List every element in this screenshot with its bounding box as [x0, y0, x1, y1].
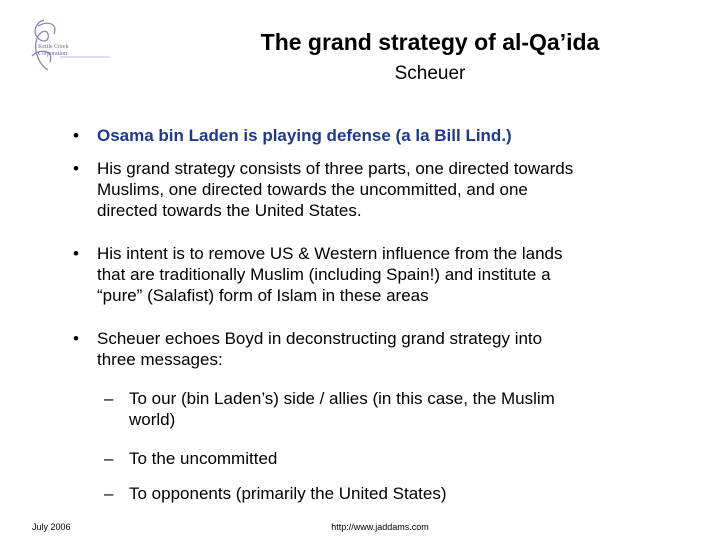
- sub-bullet-text: To opponents (primarily the United States): [129, 484, 447, 503]
- bullet-marker: •: [73, 159, 79, 178]
- logo-text-line2: Corporation: [38, 51, 67, 57]
- bullet-text: [97, 243, 677, 306]
- bullet-marker: •: [73, 126, 79, 145]
- bullet-marker: •: [73, 244, 79, 263]
- bullet-line: that are traditionally Muslim (including Spain!) and institute a: [97, 265, 551, 284]
- sub-bullet-marker: –: [104, 449, 114, 468]
- sub-bullet-marker: –: [104, 389, 114, 408]
- footer-date: July 2006: [32, 522, 71, 532]
- logo-text-line1: Kettle Creek: [38, 44, 69, 50]
- bullet-line: His intent is to remove US & Western influence from the lands: [97, 244, 563, 263]
- slide-title: The grand strategy of al-Qa’ida: [260, 29, 600, 55]
- company-logo: [14, 12, 134, 76]
- sub-bullet-text: To the uncommitted: [129, 449, 278, 468]
- bullet-text: [97, 158, 677, 221]
- bullet-text: Osama bin Laden is playing defense (a la Bill Lind.): [97, 126, 512, 145]
- bullet-line: “pure” (Salafist) form of Islam in these areas: [97, 286, 429, 305]
- sub-bullet-text: [129, 388, 664, 430]
- sub-bullet-marker: –: [104, 484, 114, 503]
- bullet-text: [97, 328, 677, 370]
- bullet-line: Muslims, one directed towards the uncommitted, and one: [97, 180, 528, 199]
- bullet-line: Scheuer echoes Boyd in deconstructing grand strategy into: [97, 329, 543, 348]
- bullet-marker: •: [73, 329, 79, 348]
- bullet-line: His grand strategy consists of three parts, one directed towards: [97, 159, 574, 178]
- slide-subtitle: Scheuer: [394, 63, 466, 84]
- footer-url: http://www.jaddams.com: [331, 522, 429, 532]
- bullet-line: directed towards the United States.: [97, 201, 362, 220]
- sub-bullet-line: world): [129, 410, 176, 429]
- bullet-line: three messages:: [97, 350, 223, 369]
- sub-bullet-line: To our (bin Laden’s) side / allies (in this case, the Muslim: [129, 389, 555, 408]
- logo-graphic: [14, 12, 134, 76]
